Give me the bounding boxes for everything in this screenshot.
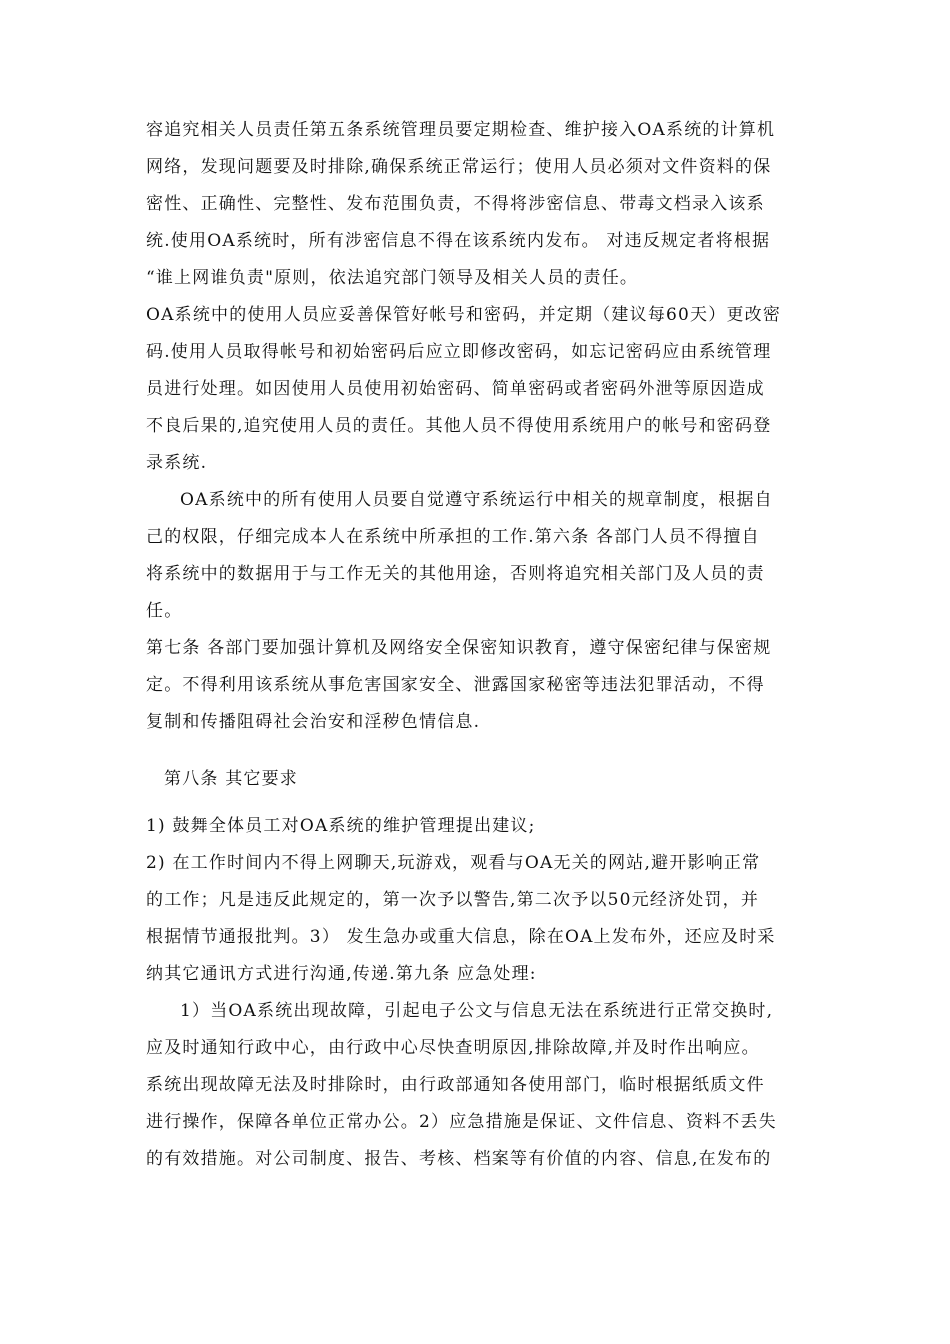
- text-line: OA系统中的使用人员应妥善保管好帐号和密码，并定期（建议每60天）更改密: [146, 305, 782, 325]
- text-line: 1) 鼓舞全体员工对OA系统的维护管理提出建议;: [146, 816, 536, 836]
- paragraph-article-6: [146, 482, 806, 630]
- text-line: 码.使用人员取得帐号和初始密码后应立即修改密码，如忘记密码应由系统管理: [146, 342, 772, 362]
- text-line: 录系统.: [146, 453, 208, 473]
- paragraph-article-5: [146, 112, 806, 297]
- text-line: 1）当OA系统出现故障，引起电子公文与信息无法在系统进行正常交换时,: [180, 1001, 774, 1021]
- text-line: 己的权限，仔细完成本人在系统中所承担的工作.第六条 各部门人员不得擅自: [146, 527, 760, 547]
- text-line: 进行操作，保障各单位正常办公。2）应急措施是保证、文件信息、资料不丢失: [146, 1112, 777, 1132]
- list-item: [146, 808, 806, 845]
- spacer: [146, 798, 806, 808]
- text-line: 第七条 各部门要加强计算机及网络安全保密知识教育，遵守保密纪律与保密规: [146, 638, 772, 658]
- text-line: 的工作；凡是违反此规定的，第一次予以警告,第二次予以50元经济处罚，并: [146, 890, 760, 910]
- text-line: 根据情节通报批判。3） 发生急办或重大信息，除在OA上发布外，还应及时采: [146, 927, 776, 947]
- text-line: 员进行处理。如因使用人员使用初始密码、简单密码或者密码外泄等原因造成: [146, 379, 765, 399]
- text-line: 网络，发现问题要及时排除,确保系统正常运行；使用人员必须对文件资料的保: [146, 157, 772, 177]
- text-line: 不良后果的,追究使用人员的责任。其他人员不得使用系统用户的帐号和密码登: [146, 416, 772, 436]
- text-line: “谁上网谁负责"原则，依法追究部门领导及相关人员的责任。: [146, 268, 639, 288]
- text-line: 密性、正确性、完整性、发布范围负责，不得将涉密信息、带毒文档录入该系: [146, 194, 765, 214]
- text-line: 任。: [146, 601, 183, 621]
- text-line: 将系统中的数据用于与工作无关的其他用途，否则将追究相关部门及人员的责: [146, 564, 765, 584]
- text-line: 复制和传播阻碍社会治安和淫秽色情信息.: [146, 712, 481, 732]
- section-heading: 第八条 其它要求: [164, 769, 299, 789]
- text-line: 2) 在工作时间内不得上网聊天,玩游戏，观看与OA无关的网站,避开影响正常: [146, 853, 761, 873]
- document-body: [146, 112, 806, 1178]
- paragraph-article-7: [146, 630, 806, 741]
- text-line: 定。不得利用该系统从事危害国家安全、泄露国家秘密等违法犯罪活动，不得: [146, 675, 765, 695]
- text-line: OA系统中的所有使用人员要自觉遵守系统运行中相关的规章制度，根据自: [180, 490, 773, 510]
- text-line: 统.使用OA系统时，所有涉密信息不得在该系统内发布。 对违反规定者将根据: [146, 231, 771, 251]
- paragraph-password-policy: [146, 297, 806, 482]
- list-item: [146, 993, 806, 1178]
- text-line: 应及时通知行政中心，由行政中心尽快查明原因,排除故障,并及时作出响应。: [146, 1038, 760, 1058]
- list-item: [146, 845, 806, 993]
- text-line: 纳其它通讯方式进行沟通,传递.第九条 应急处理:: [146, 964, 537, 984]
- text-line: 系统出现故障无法及时排除时，由行政部通知各使用部门，临时根据纸质文件: [146, 1075, 765, 1095]
- text-line: 容追究相关人员责任第五条系统管理员要定期检查、维护接入OA系统的计算机: [146, 120, 776, 140]
- text-line: 的有效措施。对公司制度、报告、考核、档案等有价值的内容、信息,在发布的: [146, 1149, 772, 1169]
- spacer: [146, 741, 806, 761]
